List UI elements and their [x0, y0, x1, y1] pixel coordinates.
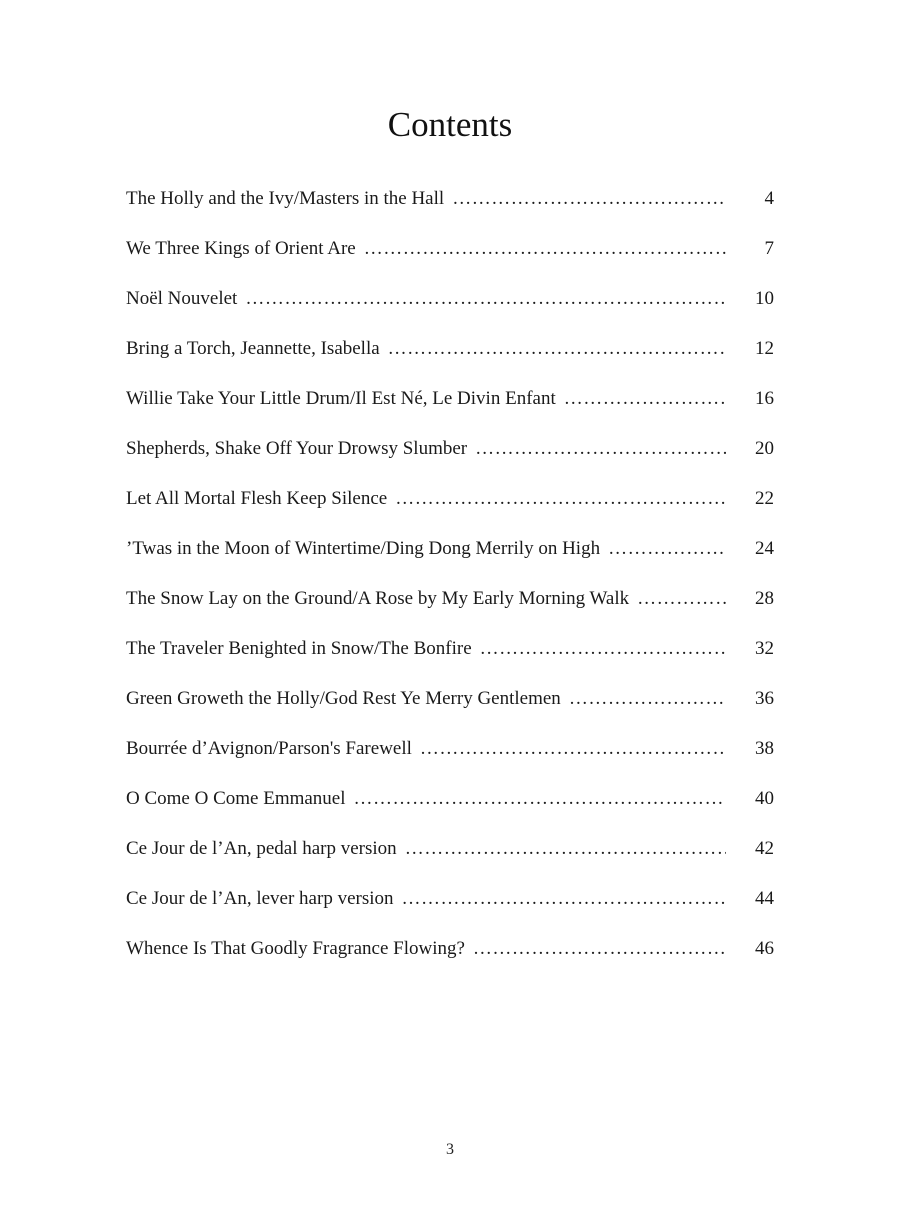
toc-entry-title: Willie Take Your Little Drum/Il Est Né, Le Divin Enfant [126, 388, 556, 409]
toc-entry-page: 22 [755, 488, 774, 509]
toc-dot-leader [364, 226, 726, 272]
toc-dot-leader [452, 176, 726, 222]
toc-dot-leader [395, 476, 726, 522]
toc-entry [126, 676, 774, 726]
toc-entry-title: Let All Mortal Flesh Keep Silence [126, 488, 388, 509]
toc-entry [126, 426, 774, 476]
toc-entry-page: 10 [755, 288, 774, 309]
toc-dot-leader [637, 576, 726, 622]
toc-entry-title: Ce Jour de l’An, lever harp version [126, 888, 394, 909]
toc-dot-leader [402, 876, 726, 922]
toc-entry [126, 776, 774, 826]
toc-entry-title: ’Twas in the Moon of Wintertime/Ding Dong Merrily on High [126, 538, 601, 559]
toc-entry [126, 176, 774, 226]
toc-dot-leader [608, 526, 726, 572]
toc-entry-title: Bring a Torch, Jeannette, Isabella [126, 338, 380, 359]
toc-entry-title: The Traveler Benighted in Snow/The Bonfire [126, 638, 472, 659]
toc-entry [126, 626, 774, 676]
toc-entry [126, 226, 774, 276]
toc-entry-page: 46 [755, 938, 774, 959]
toc-dot-leader [564, 376, 726, 422]
toc-entry [126, 726, 774, 776]
toc-entry-page: 16 [755, 388, 774, 409]
toc-dot-leader [569, 676, 726, 722]
toc-entry-title: Noël Nouvelet [126, 288, 238, 309]
toc-entry [126, 876, 774, 926]
page-title: Contents [387, 105, 513, 144]
toc-entry [126, 326, 774, 376]
toc-entry [126, 476, 774, 526]
toc-entry-title: The Holly and the Ivy/Masters in the Hall [126, 188, 445, 209]
toc-dot-leader [354, 776, 726, 822]
toc-entry-title: Green Groweth the Holly/God Rest Ye Merry Gentlemen [126, 688, 561, 709]
toc-entry-title: Whence Is That Goodly Fragrance Flowing? [126, 938, 465, 959]
toc-entry [126, 826, 774, 876]
toc-entry-page: 24 [755, 538, 774, 559]
toc-entry [126, 276, 774, 326]
toc-entry-page: 20 [755, 438, 774, 459]
toc-entry-page: 42 [755, 838, 774, 859]
toc-dot-leader [245, 276, 726, 322]
toc-entry-page: 44 [755, 888, 774, 909]
toc-dot-leader [475, 426, 726, 472]
toc-dot-leader [480, 626, 726, 672]
toc-entry-page: 4 [764, 188, 774, 209]
table-of-contents [126, 176, 774, 976]
toc-entry [126, 526, 774, 576]
toc-entry-title: The Snow Lay on the Ground/A Rose by My Early Morning Walk [126, 588, 630, 609]
toc-entry-page: 28 [755, 588, 774, 609]
toc-entry-title: Ce Jour de l’An, pedal harp version [126, 838, 397, 859]
toc-entry-page: 32 [755, 638, 774, 659]
page-number: 3 [446, 1141, 454, 1158]
toc-dot-leader [388, 326, 726, 372]
toc-entry-page: 40 [755, 788, 774, 809]
toc-entry-page: 7 [764, 238, 774, 259]
toc-dot-leader [405, 826, 726, 872]
toc-entry-page: 38 [755, 738, 774, 759]
toc-entry [126, 376, 774, 426]
toc-entry-title: Bourrée d’Avignon/Parson's Farewell [126, 738, 412, 759]
toc-dot-leader [473, 926, 726, 972]
toc-entry-title: Shepherds, Shake Off Your Drowsy Slumber [126, 438, 468, 459]
toc-entry-page: 36 [755, 688, 774, 709]
toc-dot-leader [420, 726, 726, 772]
toc-entry-title: O Come O Come Emmanuel [126, 788, 346, 809]
toc-entry [126, 926, 774, 976]
toc-entry-page: 12 [755, 338, 774, 359]
toc-entry [126, 576, 774, 626]
toc-entry-title: We Three Kings of Orient Are [126, 238, 356, 259]
